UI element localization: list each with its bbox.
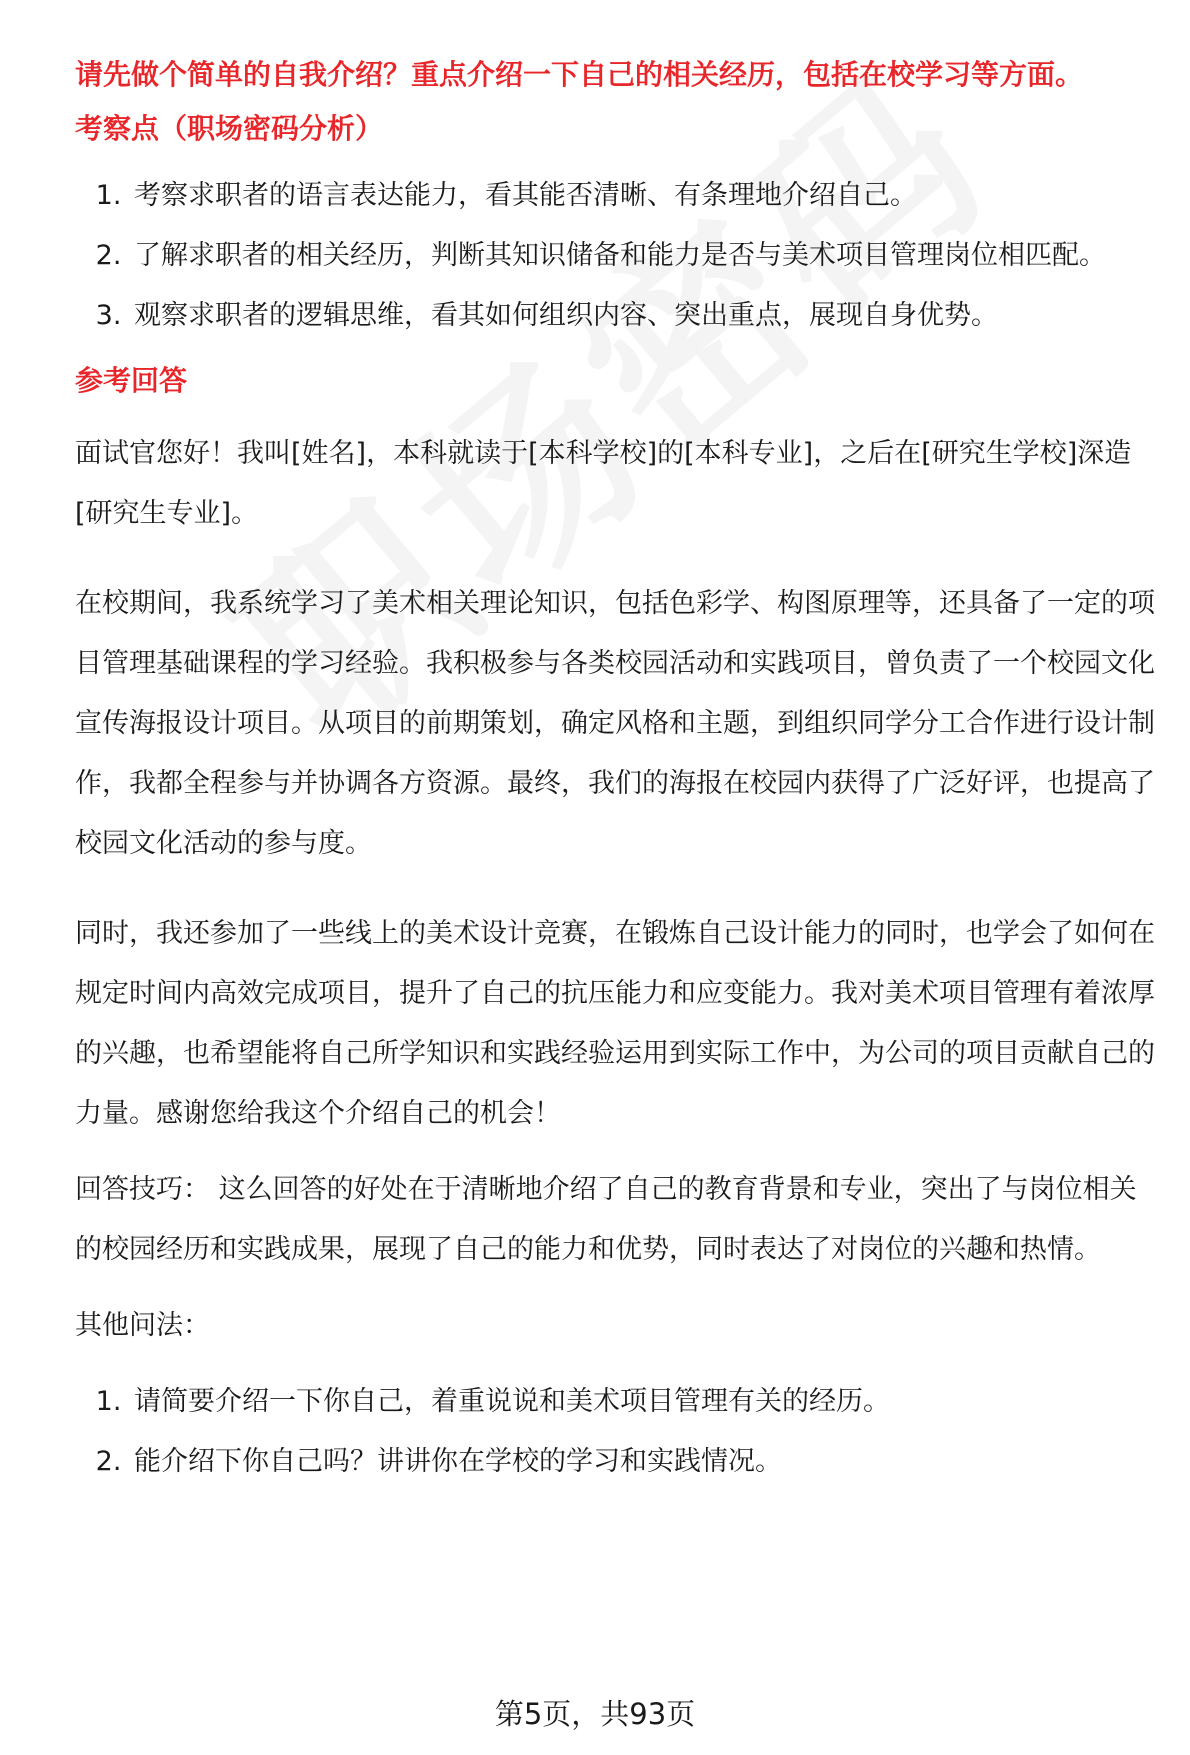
list-item: 2. 能介绍下你自己吗？讲讲你在学校的学习和实践情况。 <box>130 1432 1160 1492</box>
list-item: 1. 考察求职者的语言表达能力，看其能否清晰、有条理地介绍自己。 <box>130 166 1160 226</box>
list-item: 1. 请简要介绍一下你自己，着重说说和美术项目管理有关的经历。 <box>130 1372 1160 1432</box>
analysis-list <box>75 166 1160 346</box>
answer-tip: 回答技巧： 这么回答的好处在于清晰地介绍了自己的教育背景和专业，突出了与岗位相关的校园经历和实践成果，展现了自己的能力和优势，同时表达了对岗位的兴趣和热情。 <box>75 1174 1137 1265</box>
answer-paragraph: 同时，我还参加了一些线上的美术设计竞赛，在锻炼自己设计能力的同时，也学会了如何在规定时间内高效完成项目，提升了自己的抗压能力和应变能力。我对美术项目管理有着浓厚的兴趣，也希望能将自己所学知识和实践经验运用到实际工作中，为公司的项目贡献自己的力量。感谢您给我这个介绍自己的机会！ <box>75 918 1155 1129</box>
answer-title: 参考回答 <box>75 364 188 397</box>
list-item: 2. 了解求职者的相关经历，判断其知识储备和能力是否与美术项目管理岗位相匹配。 <box>130 226 1160 286</box>
answer-paragraph: 面试官您好！我叫[姓名]，本科就读于[本科学校]的[本科专业]，之后在[研究生学校]深造[研究生专业]。 <box>75 438 1132 529</box>
question-heading: 请先做个简单的自我介绍？重点介绍一下自己的相关经历，包括在校学习等方面。 <box>75 58 1084 91</box>
answer-paragraph: 在校期间，我系统学习了美术相关理论知识，包括色彩学、构图原理等，还具备了一定的项目管理基础课程的学习经验。我积极参与各类校园活动和实践项目，曾负责了一个校园文化宣传海报设计项目。从项目的前期策划，确定风格和主题，到组织同学分工合作进行设计制作，我都全程参与并协调各方资源。最终，我们的海报在校园内获得了广泛好评，也提高了校园文化活动的参与度。 <box>75 588 1155 859</box>
analysis-title: 考察点（职场密码分析） <box>75 112 384 145</box>
page-footer: 第5页，共93页 <box>494 1697 696 1731</box>
other-questions-list <box>75 1372 1160 1492</box>
other-title: 其他问法： <box>75 1310 210 1341</box>
list-item: 3. 观察求职者的逻辑思维，看其如何组织内容、突出重点，展现自身优势。 <box>130 286 1160 346</box>
document-page <box>75 48 1160 1492</box>
